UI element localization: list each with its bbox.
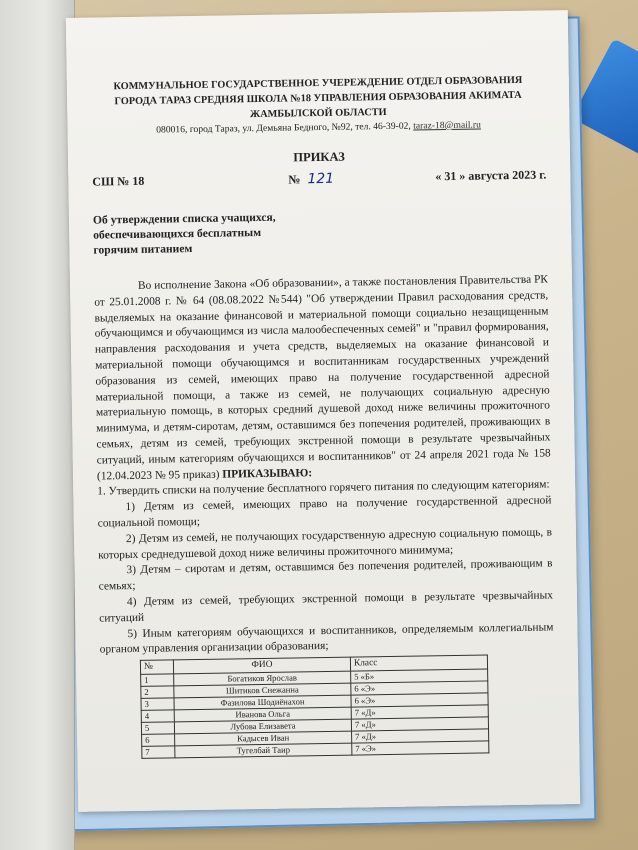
order-date: « 31 » августа 2023 г. <box>435 167 547 184</box>
cell-number: 5 <box>141 722 174 735</box>
order-number <box>288 171 334 188</box>
preamble <box>94 272 551 484</box>
preamble-text: Во исполнение Закона «Об образовании», а также постановления Правительства РК от 25.01.2008 г. № 64 (08.08.2022 №544) "Об утверждении Правил расходования средств, выделяемых на оказание финансовой и материальной помощи социально незащищенным обучающимся и обучающимся из числа малообеспеченных семей" и "правил формирования, направления расходования и учета средств, выделяемых на оказание финансовой и материальной помощи обучающимся и воспитанникам государственных учреждений образования из семей, имеющих право на получение государственной адресной материальной помощи, а также из семей, не получающих социальную адресную материальную помощь, в которых средний душевой доход ниже величины прожиточного минимума, и детям-сиротам, детям, оставшимся без попечения родителей, проживающих в семьях, детям из семей, требующих экстренной помощи в результате чрезвычайных ситуаций, иным категориям обучающихся и воспитанников" от 24 апреля 2021 года № 158 (12.04.2023 № 95 приказ) <box>94 273 551 483</box>
order-items <box>97 478 554 659</box>
cell-class: 7 «Д» <box>351 705 488 719</box>
cell-number: 3 <box>141 698 174 711</box>
cell-class: 7 «Д» <box>351 717 488 731</box>
cell-number: 2 <box>141 686 174 699</box>
subject-line-2: обеспечивающихся бесплатным <box>93 225 262 242</box>
item-1-sub-2: 2) Детям из семей, не получающих государственную адресную социальную помощь, в которых среднедушевой доход ниже величины прожиточного минимума; <box>98 526 553 562</box>
students-table <box>140 655 490 759</box>
cell-class: 6 «Э» <box>351 693 488 707</box>
cell-class: 6 «Э» <box>351 681 488 695</box>
item-1-sub-5: 5) Иным категориям обучающихся и воспитанников, определяемым коллегиальным органом управления организации образования; <box>99 620 554 656</box>
left-page-edge <box>0 0 75 850</box>
cell-name: Тугелбай Таир <box>175 743 352 758</box>
col-header-number: № <box>140 660 173 675</box>
header-line-1: КОММУНАЛЬНОЕ ГОСУДАРСТВЕННОЕ УЧЕРЕЖДЕНИЕ ОТДЕЛ ОБРАЗОВАНИЯ <box>113 74 523 93</box>
document-content <box>91 72 556 759</box>
cell-name: Шитиков Снежанна <box>174 683 351 698</box>
col-header-name: ФИО <box>173 657 350 674</box>
email-link[interactable]: taraz-18@mail.ru <box>413 119 481 132</box>
subject-line-1: Об утверждении списка учащихся, <box>92 210 276 227</box>
cell-class: 5 «Б» <box>351 669 488 683</box>
cell-name: Лубова Елизавета <box>174 719 351 734</box>
item-1: 1. Утвердить списки на получение бесплатного горячего питания по следующим категориям: <box>97 478 550 498</box>
order-title: ПРИКАЗ <box>293 149 345 165</box>
cell-name: Иванова Ольга <box>174 707 351 722</box>
header-line-2: ГОРОДА ТАРАЗ СРЕДНЯЯ ШКОЛА №18 УПРАВЛЕНИЯ ОБРАЗОВАНИЯ АКИМАТА <box>114 89 522 108</box>
cell-number: 6 <box>142 734 175 747</box>
cell-class: 7 «Д» <box>352 729 489 743</box>
cell-name: Богатиков Ярослав <box>174 671 351 686</box>
col-header-class: Класс <box>350 655 487 671</box>
document-page <box>66 10 580 812</box>
item-1-sub-4: 4) Детям из семей, требующих экстренной помощи в результате чрезвычайных ситуаций <box>99 589 554 625</box>
item-1-sub-1: 1) Детям из семей, имеющих право на получение государственной адресной социальной помощи; <box>97 494 552 530</box>
cell-number: 4 <box>141 710 174 723</box>
order-number-label: № <box>288 172 301 187</box>
directive: ПРИКАЗЫВАЮ: <box>222 466 313 481</box>
order-registration-line <box>92 167 546 194</box>
cell-class: 7 «Э» <box>352 741 489 755</box>
order-org: СШ № 18 <box>92 173 145 189</box>
order-number-handwritten: 121 <box>307 170 335 188</box>
header-line-3: ЖАМБЫЛСКОЙ ОБЛАСТИ <box>249 106 387 121</box>
cell-number: 7 <box>142 746 175 759</box>
order-subject <box>93 209 324 258</box>
subject-line-3: горячим питанием <box>93 242 193 257</box>
cell-number: 1 <box>141 674 174 687</box>
cell-name: Кадысев Иван <box>175 731 352 746</box>
org-header <box>91 72 546 124</box>
cell-name: Фазилова Шодиёнахон <box>174 695 351 710</box>
address-text: 080016, город Тараз, ул. Демьяна Бедного, №92, тел. 46-39-02, <box>156 120 411 136</box>
item-1-sub-3: 3) Детям – сиротам и детям, оставшимся без попечения родителей, проживающим в семьях; <box>98 557 553 593</box>
